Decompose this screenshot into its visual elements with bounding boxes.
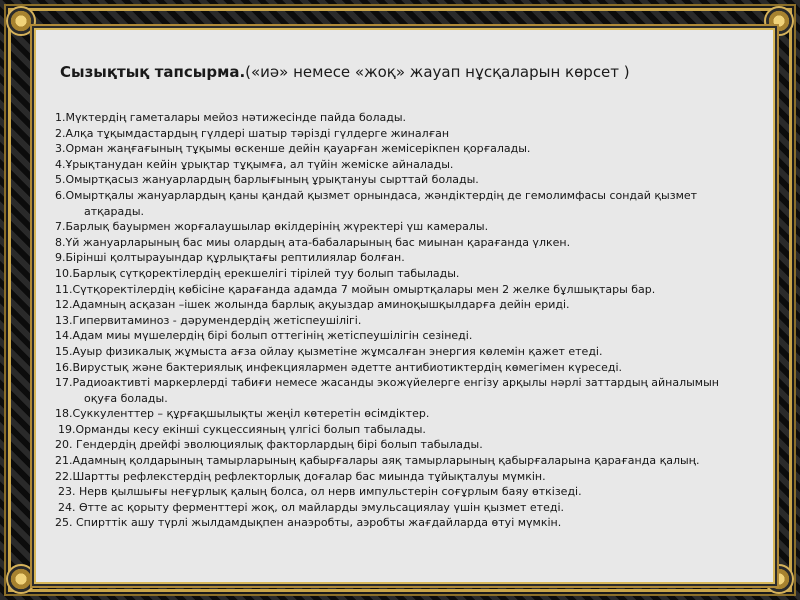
list-item: 25. Спирттік ашу түрлі жылдамдықпен анаэробты, аэробты жағдайларда өтуі мүмкін. [55, 516, 562, 530]
statement-list [55, 110, 755, 531]
list-item: 3.Орман жаңғағының тұқымы өскенше дейін қауарған жемісерікпен қорғалады. [55, 142, 531, 156]
list-item: 23. Нерв қылшығы неғұрлық қалың болса, ол нерв импульстерін соғұрлым баяу өткізеді. [58, 485, 582, 499]
title-bold: Сызықтық тапсырма. [60, 63, 246, 81]
list-item: 19.Орманды кесу екінші сукцессияның үлгісі болып табылады. [58, 422, 426, 436]
list-item: 14.Адам миы мүшелердің бірі болып оттегінің жетіспеушілігін сезінеді. [55, 329, 473, 343]
list-item: 13.Гипервитаминоз - дәрумендердің жетіспеушілігі. [55, 313, 362, 327]
list-item: 1.Мүктердің гаметалары мейоз нәтижесінде пайда болады. [55, 111, 407, 124]
list-item: 6.Омыртқалы жануарлардың қаны қандай қызмет орнындаса, жәндіктердің де гемолимфасы сондай қызмет атқарады. [55, 188, 698, 218]
list-item: 20. Гендердің дрейфі эволюциялық факторлардың бірі болып табылады. [55, 438, 483, 452]
list-item: 17.Радиоактивті маркерлерді табиғи немесе жасанды экожүйелерге енгізу арқылы нәрлі заттардың айналымын оқуға болады. [55, 376, 719, 405]
list-item: 8.Үй жануарларының бас миы олардың ата-бабаларының бас миынан қарағанда үлкен. [55, 235, 571, 249]
title-instruction: («иә» немесе «жоқ» жауап нұсқаларын көрсет ) [245, 63, 630, 81]
list-item: 16.Вирустық және бактериялық инфекциялармен әдетте антибиотиктердің көмегімен күреседі. [55, 360, 623, 374]
list-item: 5.Омыртқасыз жануарлардың барлығының ұрықтануы сырттай болады. [55, 173, 479, 187]
ornament-corner-icon [6, 564, 36, 594]
slide-title [60, 63, 630, 81]
ornament-corner-icon [6, 6, 36, 36]
list-item: 2.Алқа тұқымдастардың гүлдері шатыр тәрізді гүлдерге жиналған [55, 126, 450, 140]
list-item: 21.Адамның қолдарының тамырларының қабырғалары аяқ тамырларының қабырғаларына қарағанда қалың. [55, 454, 700, 468]
list-item: 9.Бірінші қолтырауындар құрлықтағы рептилиялар болған. [55, 251, 405, 265]
list-item: 11.Сүтқоректілердің көбісіне қарағанда адамда 7 мойын омыртқалары мен 2 желке бұлшықтары бар. [55, 282, 656, 296]
list-item: 18.Суккуленттер – құрғақшылықты жеңіл көтеретін өсімдіктер. [55, 407, 430, 421]
list-item: 24. Өтте ас қорыту ферменттері жоқ, ол майларды эмульсациялау үшін қызмет етеді. [58, 500, 565, 514]
list-item: 10.Барлық сүтқоректілердің ерекшелігі тірілей туу болып табылады. [55, 266, 460, 280]
list-item: 12.Адамның асқазан –ішек жолында барлық ақуыздар аминоқышқылдарға дейін ериді. [55, 298, 570, 312]
list-item: 7.Барлық бауырмен жорғалаушылар өкілдерінің жүректері үш камералы. [55, 220, 489, 234]
list-item: 15.Ауыр физикалық жұмыста ағза ойлау қызметіне жұмсалған энергия көлемін қажет етеді. [55, 344, 603, 358]
list-item: 22.Шартты рефлекстердің рефлекторлық доғалар бас миында тұйықталуы мүмкін. [55, 469, 546, 483]
list-item: 4.Ұрықтанудан кейін ұрықтар тұқымға, ал түйін жеміске айналады. [55, 157, 454, 171]
